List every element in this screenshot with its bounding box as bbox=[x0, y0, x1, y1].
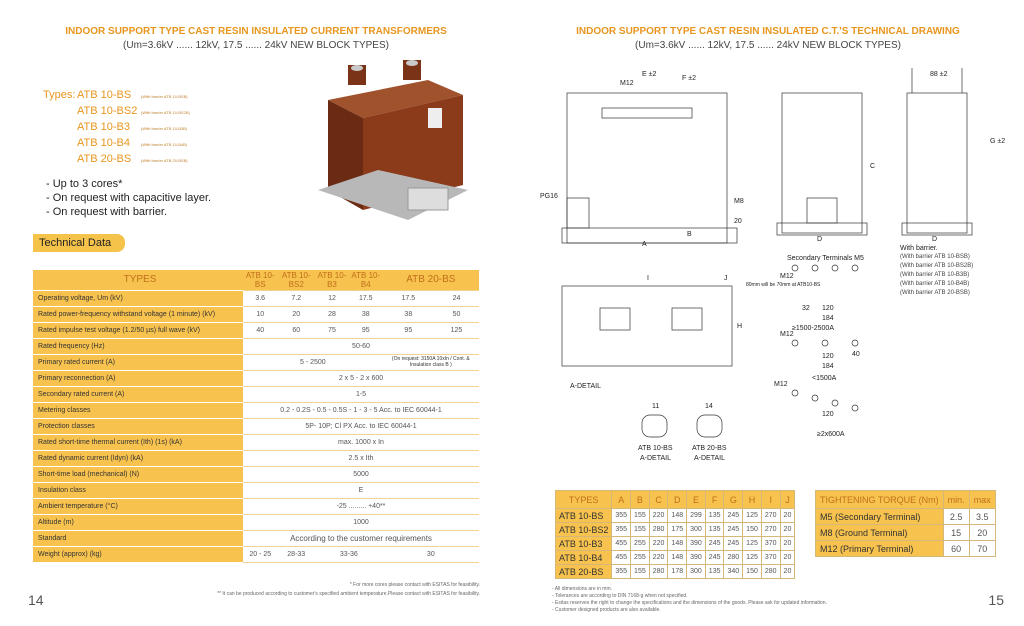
dims-header: E bbox=[687, 491, 706, 509]
cell: 28 bbox=[315, 306, 349, 322]
label-120-b: 120 bbox=[822, 353, 834, 360]
dims-header: B bbox=[631, 491, 650, 509]
param: Primary rated current (A) bbox=[33, 354, 243, 370]
cell: 280 bbox=[761, 565, 780, 579]
cell: 455 bbox=[612, 551, 631, 565]
cell: max. 1000 x In bbox=[243, 434, 479, 450]
table-row bbox=[33, 322, 479, 338]
param: Rated power-frequency withstand voltage (1 minute) (kV) bbox=[33, 306, 243, 322]
cell: 245 bbox=[724, 523, 743, 537]
type-barrier: (With barrier ATB 10-B4B) bbox=[141, 142, 188, 147]
dims-header: H bbox=[743, 491, 762, 509]
cell: 355 bbox=[612, 565, 631, 579]
label-88: 88 ±2 bbox=[930, 71, 948, 78]
cell: 155 bbox=[631, 523, 650, 537]
cell: 135 bbox=[705, 565, 724, 579]
cell: 340 bbox=[724, 565, 743, 579]
dims-header-row bbox=[556, 491, 795, 509]
table-row bbox=[33, 386, 479, 402]
spec-table bbox=[33, 270, 479, 563]
cell: 2 x 5 - 2 x 600 bbox=[243, 370, 479, 386]
param: Altitude (m) bbox=[33, 514, 243, 530]
table-row bbox=[33, 306, 479, 322]
dims-header: TYPES bbox=[556, 491, 612, 509]
cell: 148 bbox=[668, 537, 687, 551]
cell: M12 (Primary Terminal) bbox=[816, 541, 944, 557]
label-range-2: <1500A bbox=[812, 375, 837, 382]
spec-header-col: ATB 10-B4 bbox=[349, 270, 383, 290]
type-barrier: (With barrier ATB 10-BSB) bbox=[141, 94, 188, 99]
param: Protection classes bbox=[33, 418, 243, 434]
label-184-b: 184 bbox=[822, 363, 834, 370]
label-m12-a: M12 bbox=[780, 273, 794, 280]
cell: 20 bbox=[780, 551, 795, 565]
cell: 75 bbox=[315, 322, 349, 338]
label-11: 11 bbox=[652, 403, 660, 410]
param: Secondary rated current (A) bbox=[33, 386, 243, 402]
label-120-c: 120 bbox=[822, 411, 834, 418]
type-name: ATB 20-BS bbox=[77, 153, 132, 165]
cell: ATB 10-B3 bbox=[556, 537, 612, 551]
cell: 155 bbox=[631, 565, 650, 579]
label-range-3: ≥2x600A bbox=[817, 431, 845, 438]
right-title: INDOOR SUPPORT TYPE CAST RESIN INSULATED C.T.'S TECHNICAL DRAWING bbox=[576, 26, 960, 37]
param: Primary reconnection (A) bbox=[33, 370, 243, 386]
dimensions-table bbox=[555, 490, 795, 579]
cell: 17.5 bbox=[349, 290, 383, 306]
param: Standard bbox=[33, 530, 243, 546]
barrier-item: (With barrier ATB 10-B4B) bbox=[900, 281, 970, 287]
note: - Customer designed products are also available. bbox=[552, 607, 661, 613]
cell: 20 bbox=[780, 565, 795, 579]
cell: 125 bbox=[743, 537, 762, 551]
cell: 2.5 bbox=[943, 509, 969, 525]
side-view-outline bbox=[782, 93, 862, 233]
type-barrier: (With barrier ATB 10-B3B) bbox=[141, 126, 188, 131]
cell: 270 bbox=[761, 509, 780, 523]
label-i: I bbox=[647, 275, 649, 282]
torque-header: TIGHTENING TORQUE (Nm) bbox=[816, 491, 944, 509]
barrier-item: (With barrier ATB 10-BS2B) bbox=[900, 263, 974, 269]
notes bbox=[552, 586, 827, 614]
label-a: A bbox=[642, 241, 647, 248]
cell: 5 - 2500 bbox=[243, 354, 383, 370]
label-a-detail-1: A-DETAIL bbox=[640, 455, 671, 462]
label-range-1: ≥1500-2500A bbox=[792, 325, 834, 332]
cell: 60 bbox=[277, 322, 315, 338]
cell: 5000 bbox=[243, 466, 479, 482]
cell: E bbox=[243, 482, 479, 498]
label-h: H bbox=[737, 323, 743, 330]
table-row bbox=[556, 537, 795, 551]
cell: 60 bbox=[943, 541, 969, 557]
cell-note: (On request: 3150A 10xIn / Cont. & Insulation class B ) bbox=[383, 354, 479, 370]
cell: 299 bbox=[687, 509, 706, 523]
param: Short-time load (mechanical) (N) bbox=[33, 466, 243, 482]
cell: 150 bbox=[743, 565, 762, 579]
param: Rated dynamic current (Idyn) (kA) bbox=[33, 450, 243, 466]
torque-header-row bbox=[816, 491, 996, 509]
cell: 125 bbox=[743, 509, 762, 523]
label-d-barrier: D bbox=[932, 236, 938, 243]
table-row bbox=[33, 514, 479, 530]
table-row bbox=[33, 354, 479, 370]
page-number: 14 bbox=[28, 592, 44, 608]
left-title: INDOOR SUPPORT TYPE CAST RESIN INSULATED CURRENT TRANSFORMERS bbox=[65, 26, 447, 37]
cell: 220 bbox=[649, 537, 668, 551]
label-m12-c: M12 bbox=[774, 381, 788, 388]
cell: 3.5 bbox=[969, 509, 995, 525]
barrier-item: (With barrier ATB 20-BSB) bbox=[900, 290, 970, 296]
label-atb10: ATB 10-BS bbox=[638, 445, 673, 452]
transformer-product-image bbox=[308, 60, 478, 240]
label-a-detail-2: A-DETAIL bbox=[694, 455, 725, 462]
cell: 135 bbox=[705, 523, 724, 537]
label-secondary-terminals: Secondary Terminals M5 bbox=[787, 255, 864, 262]
table-row bbox=[33, 530, 479, 546]
param: Ambient temperature (°C) bbox=[33, 498, 243, 514]
cell: 20 bbox=[277, 306, 315, 322]
cell: 20 - 25 bbox=[243, 546, 277, 562]
cell: 95 bbox=[383, 322, 434, 338]
cell: 245 bbox=[705, 537, 724, 551]
dims-header: F bbox=[705, 491, 724, 509]
cell: 10 bbox=[243, 306, 277, 322]
table-row bbox=[816, 541, 996, 557]
cell: 300 bbox=[687, 565, 706, 579]
barrier-view-outline bbox=[907, 93, 967, 233]
param: Rated short-time thermal current (Ith) (1s) (kA) bbox=[33, 434, 243, 450]
cell: 355 bbox=[612, 509, 631, 523]
type-name: ATB 10-BS2 bbox=[77, 105, 138, 117]
table-row bbox=[556, 551, 795, 565]
param: Insulation class bbox=[33, 482, 243, 498]
barrier-item: (With barrier ATB 10-B3B) bbox=[900, 272, 970, 278]
label-120: 120 bbox=[822, 305, 834, 312]
table-row bbox=[33, 338, 479, 354]
cell: 1000 bbox=[243, 514, 479, 530]
type-barrier: (With barrier ATB 20-BSB) bbox=[141, 158, 188, 163]
cell: 370 bbox=[761, 551, 780, 565]
bullet: - Up to 3 cores* bbox=[46, 178, 123, 190]
label-e: E ±2 bbox=[642, 71, 657, 78]
cell: 255 bbox=[631, 551, 650, 565]
dims-header: C bbox=[649, 491, 668, 509]
cell: 390 bbox=[687, 551, 706, 565]
cell: 280 bbox=[724, 551, 743, 565]
cell: 2.5 x Ith bbox=[243, 450, 479, 466]
label-m8: M8 bbox=[734, 198, 744, 205]
table-row bbox=[33, 418, 479, 434]
feature-bullets bbox=[46, 177, 211, 219]
label-80mm-note: 80mm will be 70mm at ATB10-BS bbox=[746, 282, 821, 288]
torque-table bbox=[815, 490, 996, 557]
type-name: ATB 10-B3 bbox=[77, 121, 130, 133]
dims-header: G bbox=[724, 491, 743, 509]
cell: 245 bbox=[724, 537, 743, 551]
table-row bbox=[33, 370, 479, 386]
cell: 355 bbox=[612, 523, 631, 537]
spec-header-types: TYPES bbox=[33, 270, 243, 290]
cell: ATB 10-BS2 bbox=[556, 523, 612, 537]
types-list bbox=[43, 88, 190, 168]
label-atb20: ATB 20-BS bbox=[692, 445, 727, 452]
cell: 30 bbox=[383, 546, 479, 562]
param: Metering classes bbox=[33, 402, 243, 418]
cell: 20 bbox=[780, 523, 795, 537]
cell: 0.2 - 0.2S - 0.5 - 0.5S - 1 - 3 - 5 Acc. to IEC 60044-1 bbox=[243, 402, 479, 418]
label-c: C bbox=[870, 163, 876, 170]
cell: 155 bbox=[631, 509, 650, 523]
param: Rated frequency (Hz) bbox=[33, 338, 243, 354]
table-row bbox=[816, 509, 996, 525]
cell: 390 bbox=[687, 537, 706, 551]
torque-header: max bbox=[969, 491, 995, 509]
table-row bbox=[816, 525, 996, 541]
cell: ATB 20-BS bbox=[556, 565, 612, 579]
cell: -25 ......... +40** bbox=[243, 498, 479, 514]
dims-header: D bbox=[668, 491, 687, 509]
cell: 38 bbox=[349, 306, 383, 322]
table-row bbox=[33, 498, 479, 514]
label-m12-b: M12 bbox=[780, 331, 794, 338]
label-m12: M12 bbox=[620, 80, 634, 87]
cell: 220 bbox=[649, 551, 668, 565]
cell: According to the customer requirements bbox=[243, 530, 479, 546]
left-subtitle: (Um=3.6kV ...... 12kV, 17.5 ...... 24kV NEW BLOCK TYPES) bbox=[123, 40, 389, 51]
top-view-outline bbox=[562, 286, 732, 366]
cell: 38 bbox=[383, 306, 434, 322]
cell: 148 bbox=[668, 551, 687, 565]
note: - Tolerances are according to DIN 7168-g when not specified. bbox=[552, 593, 688, 599]
label-184: 184 bbox=[822, 315, 834, 322]
bullet: - On request with barrier. bbox=[46, 206, 168, 218]
cell: 20 bbox=[969, 525, 995, 541]
cell: 280 bbox=[649, 565, 668, 579]
label-40: 40 bbox=[852, 351, 860, 358]
cell: 17.5 bbox=[383, 290, 434, 306]
cell: 148 bbox=[668, 509, 687, 523]
cell: 150 bbox=[743, 523, 762, 537]
dims-header: A bbox=[612, 491, 631, 509]
cell: 125 bbox=[743, 551, 762, 565]
spec-header-col: ATB 10-BS2 bbox=[277, 270, 315, 290]
cell: 255 bbox=[631, 537, 650, 551]
table-row bbox=[33, 482, 479, 498]
param: Weight (approx) (kg) bbox=[33, 546, 243, 562]
cell: 20 bbox=[780, 537, 795, 551]
cell: 24 bbox=[434, 290, 479, 306]
cell: 135 bbox=[705, 509, 724, 523]
cell: 40 bbox=[243, 322, 277, 338]
table-row bbox=[33, 402, 479, 418]
barrier-title: With barrier. bbox=[900, 245, 938, 252]
cell: 33-36 bbox=[315, 546, 383, 562]
page-number: 15 bbox=[988, 592, 1004, 608]
cell: 12 bbox=[315, 290, 349, 306]
param: Rated impulse test voltage (1.2/50 µs) full wave (kV) bbox=[33, 322, 243, 338]
note: - All dimensions are in mm. bbox=[552, 586, 613, 592]
bullet: - On request with capacitive layer. bbox=[46, 192, 212, 204]
label-pg16: PG16 bbox=[540, 193, 558, 200]
spec-header-row bbox=[33, 270, 479, 290]
type-name: ATB 10-BS bbox=[77, 89, 132, 101]
note: - Esitas reserves the right to change the specifications and the dimensions of the goods. Please ask for updated information. bbox=[552, 600, 827, 606]
spec-header-col: ATB 10-B3 bbox=[315, 270, 349, 290]
footnote-2: ** It can be produced according to customer's specified ambient temperature.Please contact with ESITAS for feasibility. bbox=[217, 591, 480, 597]
label-20: 20 bbox=[734, 218, 742, 225]
cell: M8 (Ground Terminal) bbox=[816, 525, 944, 541]
cell: 125 bbox=[434, 322, 479, 338]
spec-header-col: ATB 10-BS bbox=[243, 270, 277, 290]
cell: 95 bbox=[349, 322, 383, 338]
table-row bbox=[33, 546, 479, 562]
technical-data-tab: Technical Data bbox=[33, 234, 125, 252]
cell: ATB 10-BS bbox=[556, 509, 612, 523]
table-row bbox=[33, 466, 479, 482]
cell: 245 bbox=[705, 551, 724, 565]
cell: ATB 10-B4 bbox=[556, 551, 612, 565]
cell: 20 bbox=[780, 509, 795, 523]
label-f: F ±2 bbox=[682, 75, 696, 82]
table-row bbox=[33, 290, 479, 306]
cell: 245 bbox=[724, 509, 743, 523]
cell: 7.2 bbox=[277, 290, 315, 306]
barrier-item: (With barrier ATB 10-BSB) bbox=[900, 254, 970, 260]
label-a-detail: A-DETAIL bbox=[570, 383, 601, 390]
param: Operating voltage, Um (kV) bbox=[33, 290, 243, 306]
types-label: Types: bbox=[43, 89, 76, 101]
table-row bbox=[556, 509, 795, 523]
cell: M5 (Secondary Terminal) bbox=[816, 509, 944, 525]
cell: 280 bbox=[649, 523, 668, 537]
torque-header: min. bbox=[943, 491, 969, 509]
dims-header: J bbox=[780, 491, 795, 509]
cell: 455 bbox=[612, 537, 631, 551]
cell: 28-33 bbox=[277, 546, 315, 562]
cell: 270 bbox=[761, 523, 780, 537]
cell: 50 bbox=[434, 306, 479, 322]
cell: 300 bbox=[687, 523, 706, 537]
cell: 50-60 bbox=[243, 338, 479, 354]
type-barrier: (With barrier ATB 10-BS2B) bbox=[141, 110, 190, 115]
cell: 370 bbox=[761, 537, 780, 551]
footnote-1: * For more cores please contact with ESITAS for feasibility. bbox=[349, 582, 480, 588]
cell: 220 bbox=[649, 509, 668, 523]
type-name: ATB 10-B4 bbox=[77, 137, 130, 149]
cell: 70 bbox=[969, 541, 995, 557]
cell: 1-5 bbox=[243, 386, 479, 402]
label-b: B bbox=[687, 231, 692, 238]
dims-header: I bbox=[761, 491, 780, 509]
right-page bbox=[512, 0, 1024, 626]
label-32: 32 bbox=[802, 305, 810, 312]
cell: 175 bbox=[668, 523, 687, 537]
label-d: D bbox=[817, 236, 823, 243]
table-row bbox=[33, 434, 479, 450]
cell: 3.6 bbox=[243, 290, 277, 306]
label-g: G ±2 bbox=[990, 138, 1006, 145]
label-14: 14 bbox=[705, 403, 713, 410]
table-row bbox=[556, 523, 795, 537]
cell: 178 bbox=[668, 565, 687, 579]
table-row bbox=[556, 565, 795, 579]
label-j: J bbox=[724, 275, 728, 282]
front-view-outline bbox=[567, 93, 727, 243]
table-row bbox=[33, 450, 479, 466]
right-subtitle: (Um=3.6kV ...... 12kV, 17.5 ...... 24kV NEW BLOCK TYPES) bbox=[635, 40, 901, 51]
cell: 15 bbox=[943, 525, 969, 541]
spec-header-col: ATB 20-BS bbox=[383, 270, 479, 290]
barrier-list bbox=[900, 244, 973, 298]
cell: 5P- 10P; Cl PX Acc. to IEC 60044-1 bbox=[243, 418, 479, 434]
